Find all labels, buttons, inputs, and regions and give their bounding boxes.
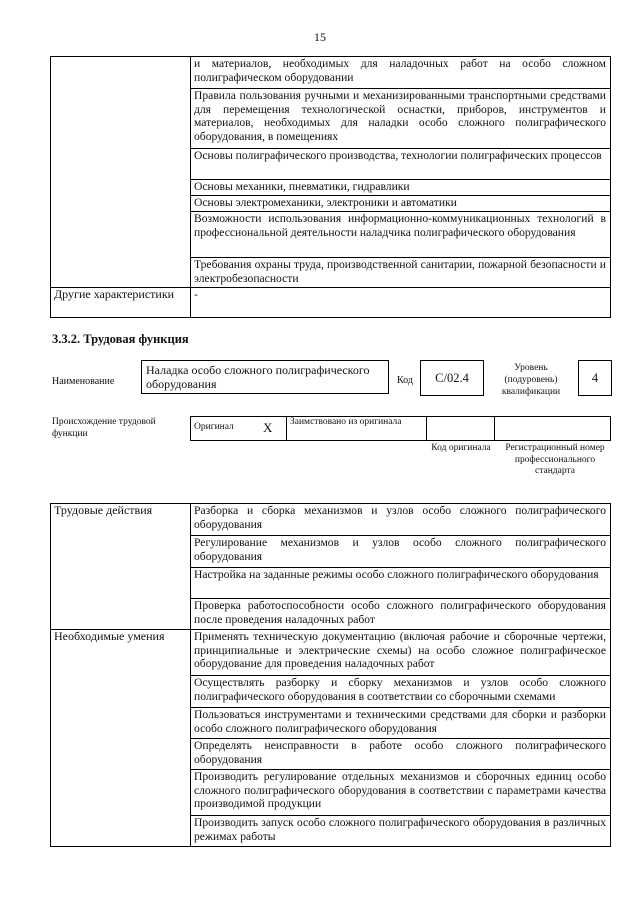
code-original-caption: Код оригинала — [431, 443, 491, 453]
function-name-value: Наладка особо сложного полиграфического оборудования — [141, 360, 389, 394]
knowledge-item: Основы электромеханики, электроники и автоматики — [191, 196, 611, 212]
skill-item: Производить регулирование отдельных механизмов и сборочных единиц особо сложного полиграфического оборудования в соответствии с параметрами качества производимой продукции — [191, 770, 611, 816]
code-label: Код — [397, 375, 413, 386]
borrowed-label: Заимствовано из оригинала — [287, 417, 427, 441]
knowledge-item: и материалов, необходимых для наладочных работ на особо сложном полиграфическом оборудовании — [191, 57, 611, 89]
skill-item: Осуществлять разборку и сборку механизмов и узлов особо сложного полиграфического оборудования в соответствии со сборочными схемами — [191, 676, 611, 708]
origin-table — [190, 416, 611, 441]
knowledge-item: Требования охраны труда, производственной санитарии, пожарной безопасности и электробезопасности — [191, 258, 611, 288]
labor-action-item: Настройка на заданные режимы особо сложного полиграфического оборудования — [191, 568, 611, 599]
knowledge-item: Основы полиграфического производства, технологии полиграфических процессов — [191, 149, 611, 180]
page-number: 15 — [314, 30, 326, 44]
original-label: Оригинал — [191, 417, 251, 441]
labor-action-item: Разборка и сборка механизмов и узлов особо сложного полиграфического оборудования — [191, 504, 611, 536]
labor-actions-label: Трудовые действия — [51, 504, 191, 630]
reg-number-cell — [495, 417, 611, 441]
code-value: C/02.4 — [420, 360, 484, 396]
origin-label: Происхождение трудовой функции — [52, 417, 156, 439]
skill-item: Определять неисправности в работе особо сложного полиграфического оборудования — [191, 739, 611, 770]
knowledge-item: Возможности использования информационно-коммуникационных технологий в профессиональной деятельности наладчика полиграфического оборудования — [191, 212, 611, 258]
knowledge-label-cell — [51, 57, 191, 288]
skill-item: Применять техническую документацию (включая рабочие и сборочные чертежи, принципиальные и электрические схемы) на особо сложное полиграфическое оборудование для проведения наладочных работ — [191, 630, 611, 676]
knowledge-table — [50, 56, 611, 318]
skills-label: Необходимые умения — [51, 630, 191, 847]
reg-number-caption: Регистрационный номер профессионального стандарта — [505, 443, 605, 476]
name-label: Наименование — [52, 376, 115, 387]
knowledge-item: Правила пользования ручными и механизированными транспортными средствами для перемещения технологической оснастки, приборов, инструментов и материалов, необходимых для наладки особо сложного полиграфического оборудования, в помещениях — [191, 89, 611, 149]
other-characteristics-label: Другие характеристики — [51, 288, 191, 318]
skill-item: Производить запуск особо сложного полиграфического оборудования в различных режимах работы — [191, 816, 611, 847]
labor-action-item: Регулирование механизмов и узлов особо сложного полиграфического оборудования — [191, 536, 611, 568]
section-heading: 3.3.2. Трудовая функция — [52, 332, 189, 346]
functions-table — [50, 503, 611, 847]
other-characteristics-value: - — [191, 288, 611, 318]
skill-item: Пользоваться инструментами и техническими средствами для сборки и разборки особо сложного полиграфического оборудования — [191, 708, 611, 739]
knowledge-item: Основы механики, пневматики, гидравлики — [191, 180, 611, 196]
code-original-cell — [427, 417, 495, 441]
original-mark: X — [251, 417, 287, 441]
labor-action-item: Проверка работоспособности особо сложного полиграфического оборудования после проведения наладочных работ — [191, 599, 611, 630]
level-value: 4 — [578, 360, 612, 396]
level-label: Уровень (подуровень) квалификации — [501, 363, 561, 397]
